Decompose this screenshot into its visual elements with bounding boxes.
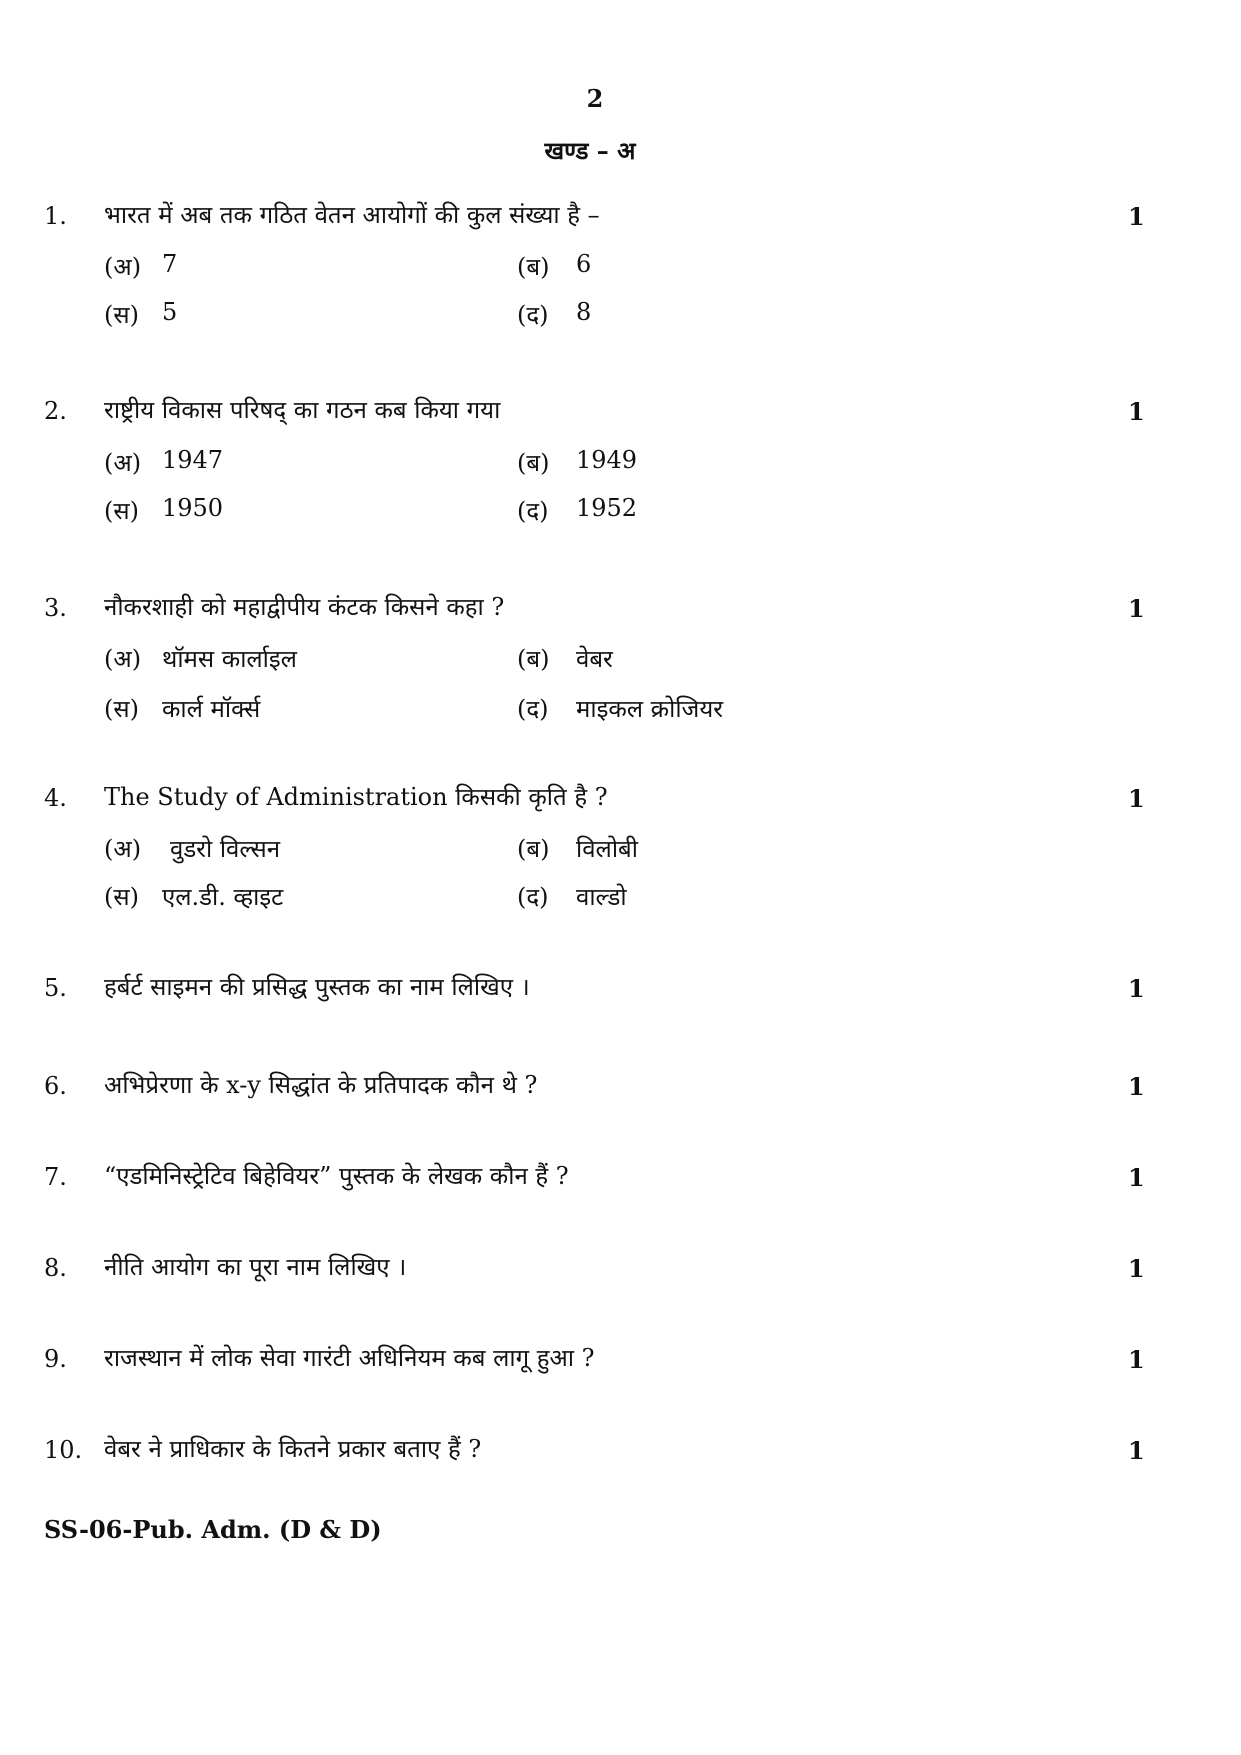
option-text: 1949 bbox=[576, 446, 638, 474]
option-label: (ब) bbox=[517, 253, 550, 281]
option-label: (द) bbox=[517, 883, 549, 911]
option-text: 6 bbox=[576, 250, 592, 278]
option-label: (अ) bbox=[104, 835, 142, 863]
question-text: राजस्थान में लोक सेवा गारंटी अधिनियम कब लागू हुआ ? bbox=[104, 1344, 595, 1372]
option-text: 1952 bbox=[576, 494, 638, 522]
question-number: 9. bbox=[44, 1345, 67, 1373]
question-text: नीति आयोग का पूरा नाम लिखिए । bbox=[104, 1253, 407, 1281]
question-marks: 1 bbox=[1128, 1436, 1145, 1465]
option-label: (द) bbox=[517, 497, 549, 525]
option-text: माइकल क्रोजियर bbox=[576, 695, 724, 723]
question-marks: 1 bbox=[1128, 594, 1145, 623]
question-marks: 1 bbox=[1128, 397, 1145, 426]
option-label: (ब) bbox=[517, 835, 550, 863]
question-marks: 1 bbox=[1128, 974, 1145, 1003]
option-label: (ब) bbox=[517, 645, 550, 673]
question-number: 6. bbox=[44, 1072, 67, 1100]
question-marks: 1 bbox=[1128, 1254, 1145, 1283]
question-text: हर्बर्ट साइमन की प्रसिद्ध पुस्तक का नाम लिखिए । bbox=[104, 973, 530, 1001]
question-number: 2. bbox=[44, 397, 67, 425]
question-text: वेबर ने प्राधिकार के कितने प्रकार बताए हैं ? bbox=[104, 1435, 482, 1463]
question-text: “एडमिनिस्ट्रेटिव बिहेवियर” पुस्तक के लेखक कौन हैं ? bbox=[104, 1162, 569, 1190]
question-text: राष्ट्रीय विकास परिषद् का गठन कब किया गया bbox=[104, 396, 501, 424]
question-number: 8. bbox=[44, 1254, 67, 1282]
question-marks: 1 bbox=[1128, 1072, 1145, 1101]
option-text: 5 bbox=[162, 298, 178, 326]
option-text: 1950 bbox=[162, 494, 224, 522]
option-text: कार्ल मॉर्क्स bbox=[162, 695, 261, 723]
option-label: (अ) bbox=[104, 253, 142, 281]
option-text: 1947 bbox=[162, 446, 224, 474]
option-label: (द) bbox=[517, 301, 549, 329]
option-text: 8 bbox=[576, 298, 592, 326]
option-text: वुडरो विल्सन bbox=[170, 835, 281, 863]
question-number: 7. bbox=[44, 1163, 67, 1191]
question-number: 5. bbox=[44, 974, 67, 1002]
option-text: एल.डी. व्हाइट bbox=[162, 883, 284, 911]
page-number: 2 bbox=[586, 84, 604, 113]
footer-paper-code: SS-06-Pub. Adm. (D & D) bbox=[44, 1515, 382, 1544]
question-text: नौकरशाही को महाद्वीपीय कंटक किसने कहा ? bbox=[104, 593, 505, 621]
question-number: 10. bbox=[44, 1436, 83, 1464]
question-number: 3. bbox=[44, 594, 67, 622]
option-text: थॉमस कार्लाइल bbox=[162, 645, 297, 673]
option-text: विलोबी bbox=[576, 835, 638, 863]
option-label: (अ) bbox=[104, 645, 142, 673]
option-label: (ब) bbox=[517, 449, 550, 477]
section-title: खण्ड – अ bbox=[544, 136, 636, 165]
question-text: अभिप्रेरणा के x-y सिद्धांत के प्रतिपादक कौन थे ? bbox=[104, 1071, 538, 1099]
option-text: वाल्डो bbox=[576, 883, 627, 911]
question-marks: 1 bbox=[1128, 1345, 1145, 1374]
question-number: 4. bbox=[44, 784, 67, 812]
question-text: भारत में अब तक गठित वेतन आयोगों की कुल संख्या है – bbox=[104, 201, 600, 229]
question-text: The Study of Administration किसकी कृति है ? bbox=[104, 783, 608, 811]
option-text: 7 bbox=[162, 250, 178, 278]
option-label: (द) bbox=[517, 695, 549, 723]
question-marks: 1 bbox=[1128, 784, 1145, 813]
option-text: वेबर bbox=[576, 645, 613, 673]
question-number: 1. bbox=[44, 202, 67, 230]
question-marks: 1 bbox=[1128, 1163, 1145, 1192]
option-label: (स) bbox=[104, 301, 139, 329]
option-label: (स) bbox=[104, 497, 139, 525]
option-label: (अ) bbox=[104, 449, 142, 477]
option-label: (स) bbox=[104, 695, 139, 723]
option-label: (स) bbox=[104, 883, 139, 911]
question-marks: 1 bbox=[1128, 202, 1145, 231]
